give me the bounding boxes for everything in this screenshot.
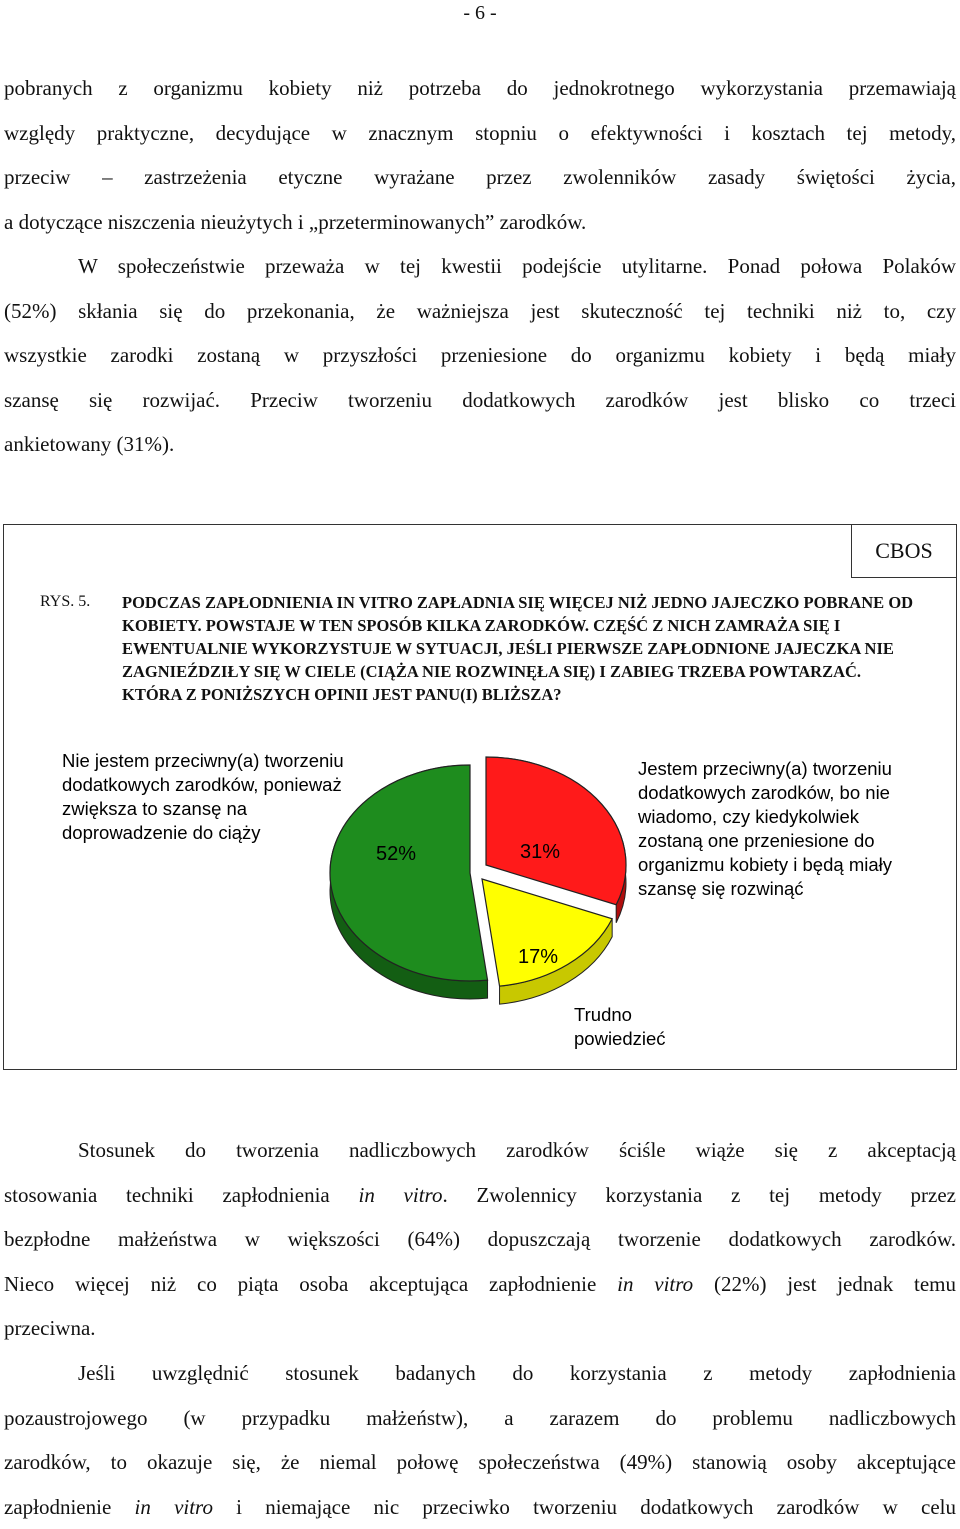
text-line: Nieco więcej niż co piąta osoba akceptująca zapłodnienie in vitro (22%) jest jednak temu	[4, 1271, 956, 1296]
text-line: szansę się rozwijać. Przeciw tworzeniu dodatkowych zarodków jest blisko co trzeci	[4, 387, 956, 412]
pie-chart	[324, 751, 644, 1011]
text-line: Stosunek do tworzenia nadliczbowych zarodków ściśle wiąże się z akceptacją	[78, 1138, 956, 1162]
italic-term: in vitro	[134, 1494, 213, 1519]
text-line: względy praktyczne, decydujące w znacznym stopniu o efektywności i kosztach tej metody,	[4, 120, 956, 145]
text-line: stosowania techniki zapłodnienia in vitro. Zwolennicy korzystania z tej metody przez	[4, 1182, 957, 1207]
pie-slice	[486, 757, 626, 905]
text-line: a dotyczące niszczenia nieużytych i „przeterminowanych” zarodków.	[4, 209, 587, 234]
text-line: pobranych z organizmu kobiety niż potrzeba do jednokrotnego wykorzystania przemawiają	[4, 76, 956, 100]
text-line: wszystkie zarodki zostaną w przyszłości przeniesione do organizmu kobiety i będą miały	[4, 343, 956, 368]
italic-term: in vitro	[358, 1182, 443, 1207]
figure-question: PODCZAS ZAPŁODNIENIA IN VITRO ZAPŁADNIA SIĘ WIĘCEJ NIŻ JEDNO JAJECZKO POBRANE OD KOBIETY. POWSTAJE W TEN SPOSÓB KILKA ZARODKÓW. CZĘŚĆ Z NICH ZAMRAŻA SIĘ I EWENTUALNIE WYKORZYSTUJE W SYTUACJI, JEŚLI PIERWSZE ZAPŁODNIONE JAJECZKA NIE ZAGNIEŹDZIŁY SIĘ W CIELE (CIĄŻA NIE ROZWINĘŁA SIĘ) I ZABIEG TRZEBA POWTARZAĆ. KTÓRA Z PONIŻSZYCH OPINII JEST PANU(I) BLIŻSZA?	[122, 593, 914, 704]
text-line: przeciwna.	[4, 1316, 96, 1341]
figure-box	[3, 524, 957, 1070]
text-line: ankietowany (31%).	[4, 432, 175, 457]
text-line: przeciw – zastrzeżenia etyczne wyrażane przez zwolenników zasady świętości życia,	[4, 165, 956, 190]
text-line: zarodków, to okazuje się, że niemal połowę społeczeństwa (49%) stanowią osoby akceptujące	[4, 1450, 956, 1475]
italic-term: in vitro	[617, 1271, 694, 1296]
paragraph-2	[4, 244, 956, 467]
slice-label-yellow: Trudno powiedzieć	[574, 1004, 666, 1049]
paragraph-4	[4, 1351, 956, 1529]
slice-label-green: Nie jestem przeciwny(a) tworzeniu dodatkowych zarodków, ponieważ zwiększa to szansę na doprowadzenie do ciąży	[62, 750, 344, 843]
slice-value-red: 31%	[520, 841, 561, 863]
text-line: Jeśli uwzględnić stosunek badanych do korzystania z metody zapłodnienia	[78, 1361, 956, 1385]
slice-label-red: Jestem przeciwny(a) tworzeniu dodatkowych zarodków, bo nie wiadomo, czy kiedykolwiek zostaną one przeniesione do organizmu kobiety i będą miały szansę się rozwinąć	[638, 758, 892, 899]
text-line: pozaustrojowego (w przypadku małżeństw), a zarazem do problemu nadliczbowych	[4, 1405, 956, 1430]
text-line: zapłodnienie in vitro i niemające nic przeciwko tworzeniu dodatkowych zarodków w celu	[4, 1494, 957, 1519]
slice-value-yellow: 17%	[518, 946, 559, 968]
text-line: W społeczeństwie przeważa w tej kwestii podejście utylitarne. Ponad połowa Polaków	[78, 254, 956, 278]
text-line: bezpłodne małżeństwa w większości (64%) dopuszczają tworzenie dodatkowych zarodków.	[4, 1227, 956, 1252]
paragraph-3	[4, 1128, 956, 1351]
text-line: (52%) skłania się do przekonania, że ważniejsza jest skuteczność tej techniki niż to, czy	[4, 298, 956, 323]
figure-label: RYS. 5.	[40, 593, 91, 610]
source-label: CBOS	[851, 524, 957, 578]
page-number: - 6 -	[463, 2, 497, 24]
paragraph-1	[4, 66, 956, 244]
slice-value-green: 52%	[376, 843, 417, 865]
